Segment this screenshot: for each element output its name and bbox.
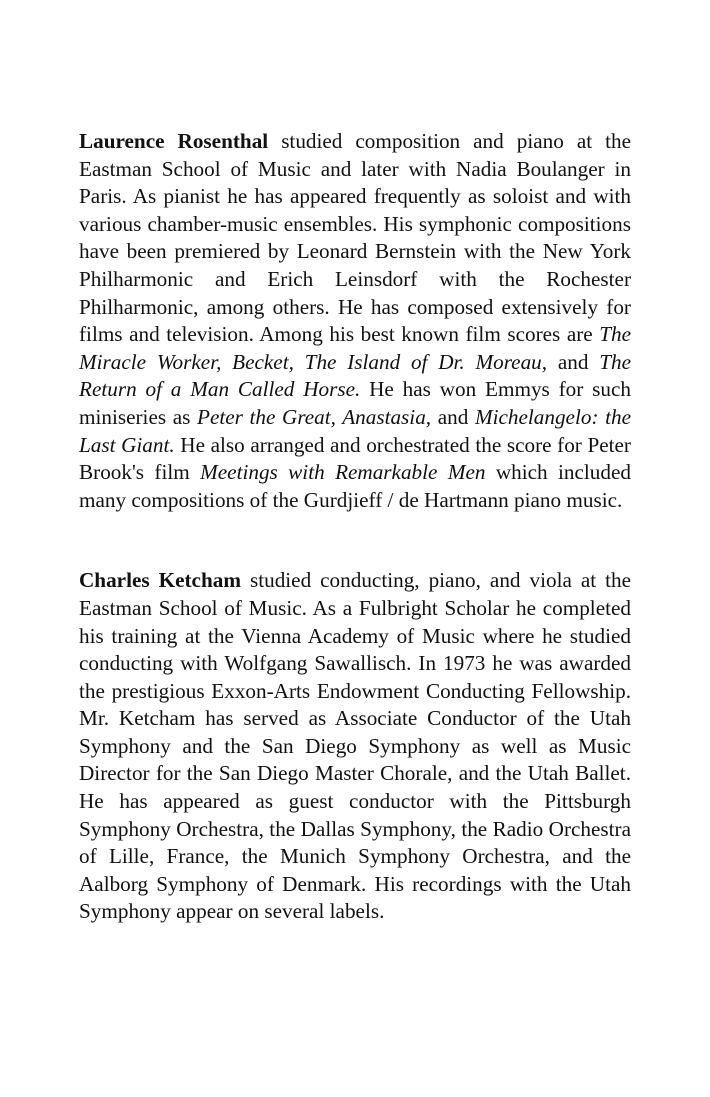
film-title: Meetings with Remarkable Men: [200, 460, 486, 485]
bio-laurence-rosenthal: [79, 128, 631, 514]
bio-text: He also arranged and orchestrated the score for Peter Brook's film: [79, 432, 631, 485]
bio-text: studied conducting, piano, and viola at the Eastman School of Music. As a Fulbright Scholar he completed his training at the Vienna Academy of Music where he studied conducting with Wolfgang Sawallisch. In 1973 he was awarded the prestigious Exxon-Arts Endowment Conducting Fellowship. Mr. Ketcham has served as Associate Conductor of the Utah Symphony and the San Diego Symphony as well as Music Director for the San Diego Master Chorale, and the Utah Ballet. He has appeared as guest conductor with the Pittsburgh Symphony Orchestra, the Dallas Symphony, the Radio Orchestra of Lille, France, the Munich Symphony Orchestra, and the Aalborg Symphony of Denmark. His recordings with the Utah Symphony appear on several labels.: [79, 568, 631, 924]
film-title: The Return of a Man Called Horse.: [79, 349, 631, 402]
miniseries-title: Michelangelo: the Last Giant.: [79, 404, 632, 457]
miniseries-titles: Peter the Great, Anastasia,: [197, 404, 432, 429]
film-titles: The Miracle Worker, Becket, The Island of Dr. Moreau,: [79, 322, 631, 374]
bio-text: and: [547, 349, 600, 374]
bio-text: which included many compositions of the Gurdjieff / de Hartmann piano music.: [79, 460, 631, 512]
document-page: [79, 128, 631, 926]
bio-name: Laurence Rosenthal: [79, 129, 269, 153]
bio-name: Charles Ketcham: [79, 568, 241, 593]
bio-text: He has won Emmys for such miniseries as: [79, 377, 631, 429]
bio-charles-ketcham: [79, 567, 631, 926]
bio-text: studied composition and piano at the Eastman School of Music and later with Nadia Boulanger in Paris. As pianist he has appeared frequently as soloist and with various chamber-music ensembles. His symphonic compositions have been premiered by Leonard Bernstein with the New York Philharmonic and Erich Leinsdorf with the Rochester Philharmonic, among others. He has composed extensively for films and television. Among his best known film scores are: [79, 129, 631, 347]
bio-text: and: [431, 404, 475, 429]
